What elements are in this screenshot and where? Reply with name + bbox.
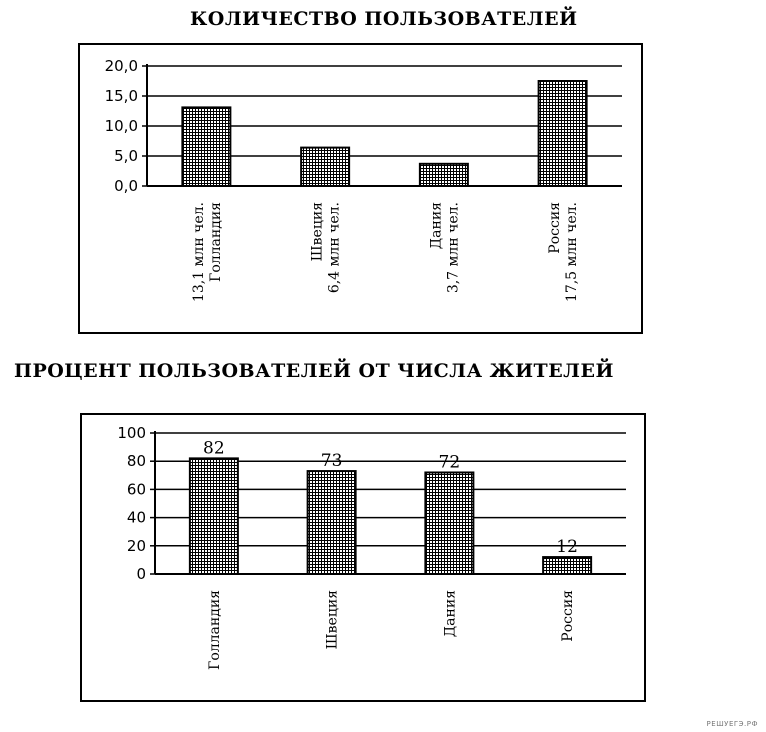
category-label: Дания bbox=[442, 590, 459, 638]
chart-title-users-percent: ПРОЦЕНТ ПОЛЬЗОВАТЕЛЕЙ ОТ ЧИСЛА ЖИТЕЛЕЙ bbox=[14, 360, 614, 382]
bar-голландия bbox=[190, 458, 238, 574]
y-tick-label: 20 bbox=[126, 536, 146, 555]
y-tick-label: 15,0 bbox=[104, 87, 138, 105]
y-tick-label: 0 bbox=[136, 565, 146, 583]
y-tick-label: 20,0 bbox=[104, 57, 138, 75]
watermark: РЕШУЕГЭ.РФ bbox=[706, 720, 758, 728]
y-tick-label: 5,0 bbox=[114, 147, 138, 165]
y-tick-label: 0,0 bbox=[114, 177, 138, 195]
chart-title-users-count: КОЛИЧЕСТВО ПОЛЬЗОВАТЕЛЕЙ bbox=[190, 8, 578, 30]
bar-дания bbox=[425, 472, 473, 574]
category-label: Россия bbox=[547, 202, 564, 254]
bar-швеция bbox=[308, 471, 356, 574]
y-tick-label: 80 bbox=[126, 452, 146, 471]
data-label: 73 bbox=[320, 451, 343, 472]
data-label: 12 bbox=[556, 537, 578, 558]
y-tick-label: 100 bbox=[117, 424, 146, 442]
y-tick-label: 10,0 bbox=[104, 117, 138, 135]
category-label: Голландия bbox=[207, 202, 224, 282]
category-label: 6,4 млн чел. bbox=[326, 202, 343, 294]
bar-россия bbox=[543, 557, 591, 574]
category-label: Дания bbox=[428, 202, 445, 250]
category-label: 17,5 млн чел. bbox=[564, 202, 581, 303]
y-tick-label: 60 bbox=[126, 480, 146, 499]
y-tick-label: 40 bbox=[126, 508, 146, 527]
data-label: 82 bbox=[203, 438, 225, 459]
category-label: Голландия bbox=[206, 590, 223, 670]
category-label: Россия bbox=[560, 590, 577, 642]
data-label: 72 bbox=[438, 452, 461, 473]
category-label: Швеция bbox=[324, 590, 341, 650]
category-label: 3,7 млн чел. bbox=[445, 202, 462, 294]
category-label: 13,1 млн чел. bbox=[190, 202, 207, 303]
category-label: Швеция bbox=[309, 202, 326, 262]
